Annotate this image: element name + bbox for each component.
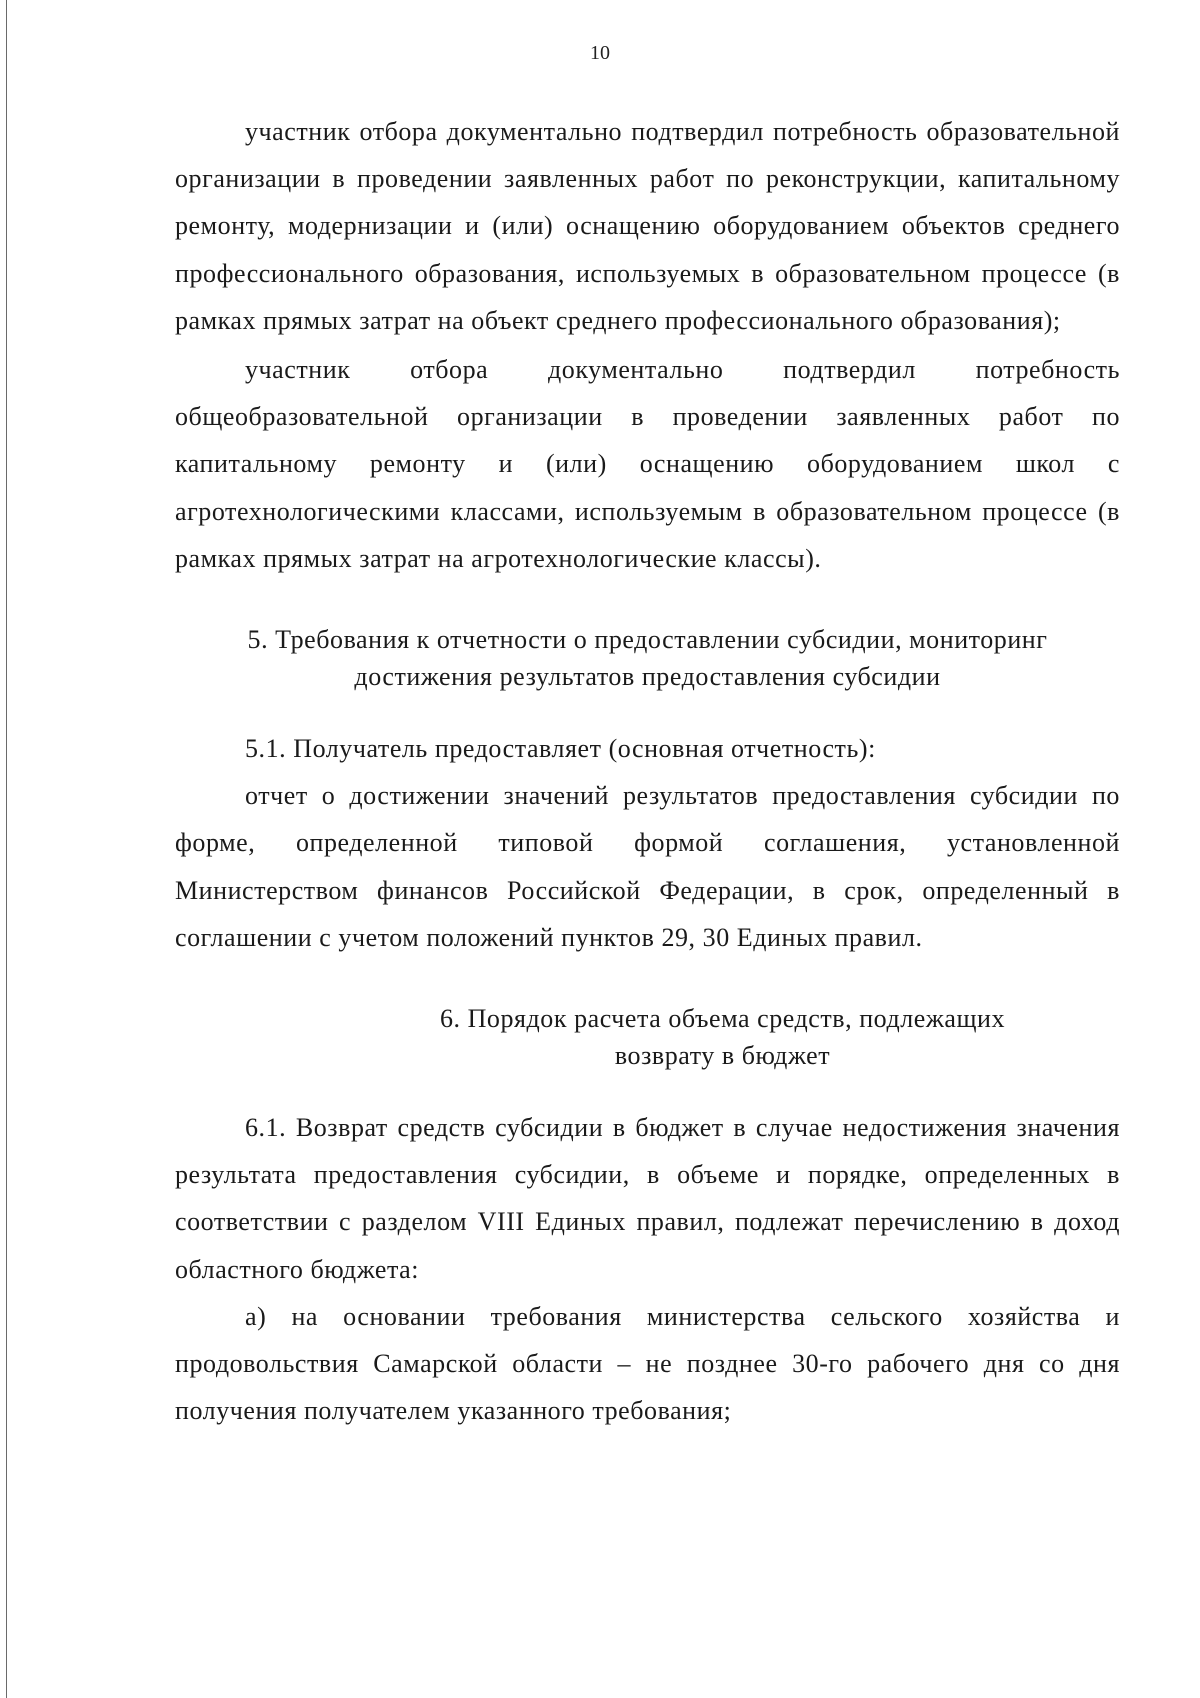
section-5-heading-line-2: достижения результатов предоставления субсидии xyxy=(354,662,941,692)
paragraph-6-1-a: а) на основании требования министерства сельского хозяйства и продовольствия Самарской области – не позднее 30-го рабочего дня со дня получения получателем указанного требования; xyxy=(175,1301,1120,1426)
paragraph-6-1: 6.1. Возврат средств субсидии в бюджет в случае недостижения значения результата предоставления субсидии, в объеме и порядке, определенных в соответствии с разделом VIII Единых правил, подлежат перечислению в доход областного бюджета: xyxy=(175,1113,1120,1284)
document-body xyxy=(175,108,1120,1434)
paragraph-5-1-report: отчет о достижении значений результатов предоставления субсидии по форме, определенной типовой формой соглашения, установленной Министерством финансов Российской Федерации, в срок, определенный в соглашении с учетом положений пунктов 29, 30 Единых правил. xyxy=(175,781,1120,952)
section-6-heading-line-1: 6. Порядок расчета объема средств, подлежащих xyxy=(439,1004,1006,1034)
paragraph-spo-requirement: участник отбора документально подтвердил потребность образовательной организации в проведении заявленных работ по реконструкции, капитальному ремонту, модернизации и (или) оснащению оборудованием объектов среднего профессионального образования, используемых в образовательном процессе (в рамках прямых затрат на объект среднего профессионального образования); xyxy=(175,117,1120,335)
page-number: 10 xyxy=(590,42,610,64)
paragraph-5-1: 5.1. Получатель предоставляет (основная отчетность): xyxy=(245,734,876,764)
scan-edge-line xyxy=(6,0,7,1698)
paragraph-school-requirement: участник отбора документально подтвердил потребность общеобразовательной организации в проведении заявленных работ по капитальному ремонту и (или) оснащению оборудованием школ с агротехнологическими классами, используемым в образовательном процессе (в рамках прямых затрат на агротехнологические классы). xyxy=(175,355,1120,573)
section-5-heading-line-1: 5. Требования к отчетности о предоставлении субсидии, мониторинг xyxy=(247,625,1048,655)
section-6-heading-line-2: возврату в бюджет xyxy=(614,1041,831,1071)
